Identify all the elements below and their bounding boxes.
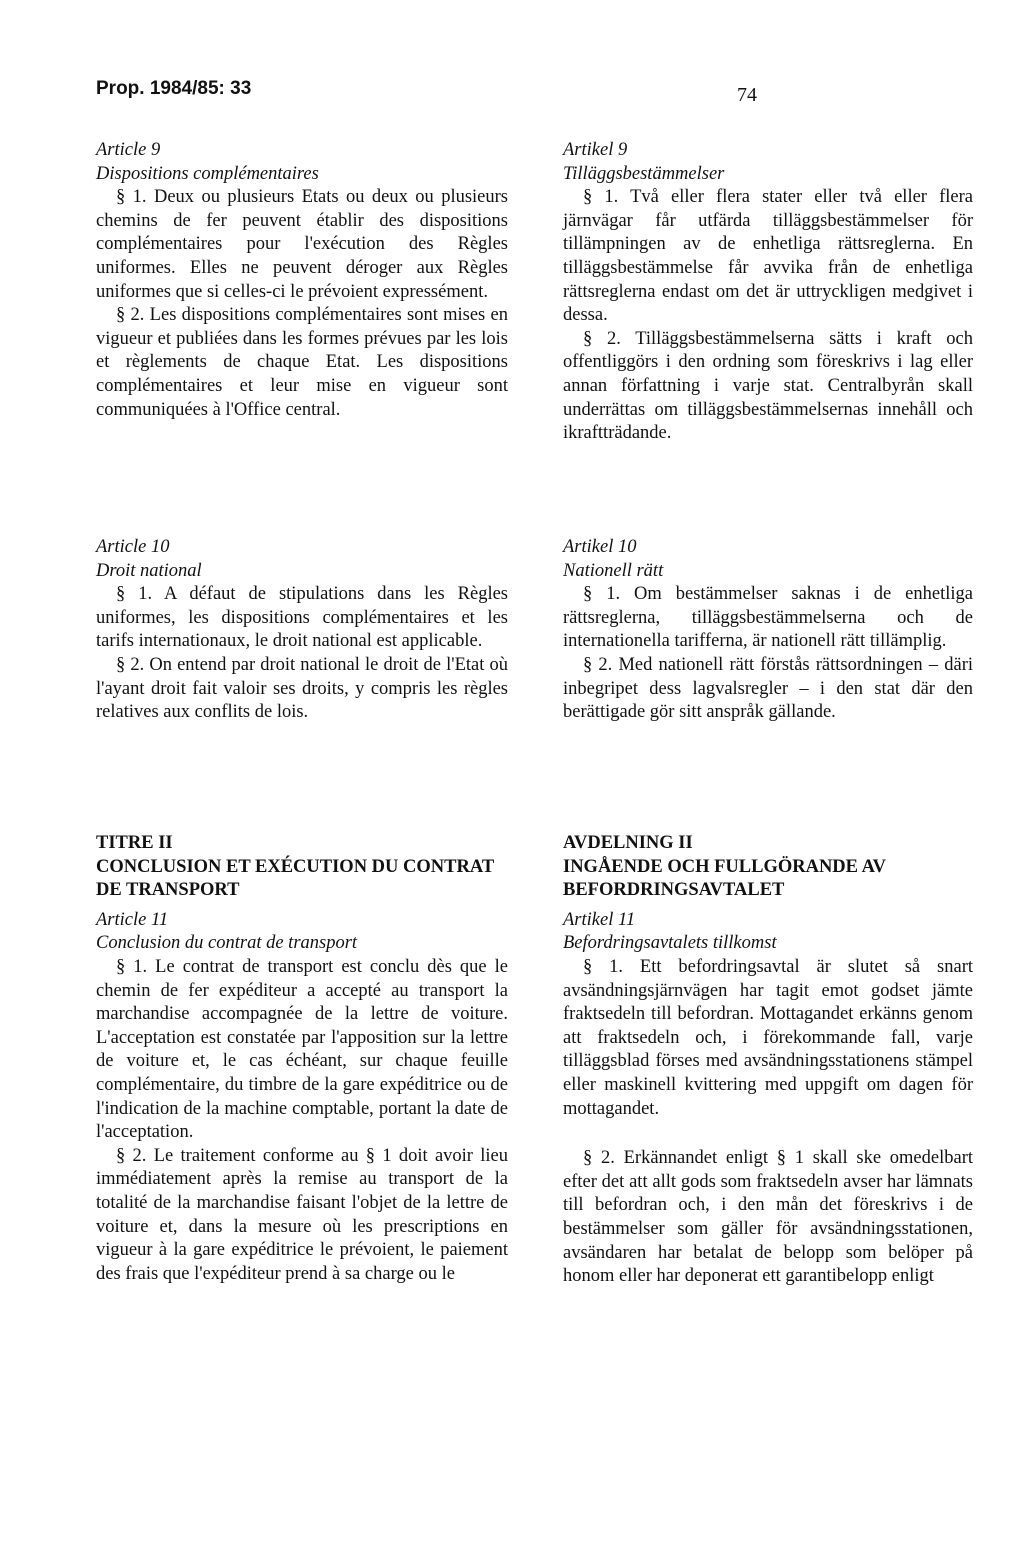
paragraph: § 2. Med nationell rätt förstås rättsordningen – däri inbegripet dess lagvalsregler – i den stat där den berättigade gör sitt anspråk gällande.: [563, 654, 973, 723]
article-number: Article 9: [96, 140, 161, 160]
paragraph: § 1. Ett befordringsavtal är slutet så snart avsändningsjärnvägen har tagit emot godset jämte fraktsedeln till befordran. Mottagandet erkänns genom att fraktsedeln och, i förekommande fall, varje tilläggsblad förses med avsändningsstationens stämpel eller maskinell kvittering med uppgift om dagen för mottagandet.: [563, 956, 973, 1119]
article-heading: Nationell rätt: [563, 560, 664, 581]
paragraph: § 2. Le traitement conforme au § 1 doit avoir lieu immédiatement après la remise au transport de la totalité de la marchandise faisant l'objet de la lettre de voiture et, dans la mesure où les prescriptions en vigueur à la gare expéditrice le prévoient, le paiement des frais que l'expéditeur prend à sa charge ou le: [96, 1145, 508, 1284]
paragraph: § 2. Tilläggsbestämmelserna sätts i kraft och offentliggörs i den ordning som föreskrivs i lag eller annan författning i varje stat. Centralbyrån skall underrättas om tilläggsbestämmelsernas innehåll och ikraftträdande.: [563, 328, 973, 444]
article-heading: Conclusion du contrat de transport: [96, 933, 358, 954]
paragraph: § 1. A défaut de stipulations dans les Règles uniformes, les dispositions complémentaires et les tarifs internationaux, le droit national est applicable.: [96, 584, 508, 652]
title-heading: INGÅENDE OCH FULLGÖRANDE AV BEFORDRINGSAVTALET: [563, 856, 886, 901]
paragraph: § 1. Deux ou plusieurs Etats ou deux ou plusieurs chemins de fer peuvent établir des dispositions complémentaires pour l'exécution des Règles uniformes. Elles ne peuvent déroger aux Règles uniformes que si celles-ci le prévoient expressément.: [96, 187, 508, 302]
article-number: Article 10: [96, 537, 170, 557]
fr-article-10: [96, 536, 508, 725]
article-number: Artikel 10: [563, 537, 637, 557]
article-heading: Droit national: [96, 560, 202, 581]
fr-title-2-section: [96, 832, 508, 1286]
article-number: Artikel 9: [563, 140, 628, 160]
title-heading: CONCLUSION ET EXÉCUTION DU CONTRAT DE TRANSPORT: [96, 856, 494, 901]
article-heading: Befordringsavtalets tillkomst: [563, 933, 777, 954]
title-number: TITRE II: [96, 833, 173, 853]
paragraph: § 2. On entend par droit national le droit de l'Etat où l'ayant droit fait valoir ses droits, y compris les règles relatives aux conflits de lois.: [96, 654, 508, 723]
document-reference: Prop. 1984/85: 33: [96, 78, 252, 99]
paragraph: § 1. Två eller flera stater eller två eller flera järnvägar får utfärda tilläggsbestämmelser för tillämpningen av de enhetliga rättsreglerna. En tilläggsbestämmelse får avvika från de enhetliga rättsreglerna endast om det är uttryckligen medgivet i dessa.: [563, 187, 973, 326]
fr-article-9: [96, 139, 508, 422]
page-number: 74: [737, 84, 757, 106]
article-number: Article 11: [96, 909, 169, 930]
article-heading: Dispositions complémentaires: [96, 163, 319, 184]
sv-title-2-section: [563, 832, 973, 1289]
article-heading: Tilläggsbestämmelser: [563, 163, 725, 184]
article-number: Artikel 11: [563, 909, 636, 930]
paragraph: § 1. Le contrat de transport est conclu dès que le chemin de fer expéditeur a accepté au transport la marchandise accompagnée de la lettre de voiture. L'acceptation est constatée par l'apposition sur la lettre de voiture et, le cas échéant, sur chaque feuille complémentaire, du timbre de la gare expéditrice ou de l'indication de la machine comptable, portant la date de l'acceptation.: [96, 956, 508, 1143]
paragraph: § 2. Les dispositions complémentaires sont mises en vigueur et publiées dans les formes prévues par les lois et règlements de chaque Etat. Les dispositions complémentaires et leur mise en vigueur sont communiquées à l'Office central.: [96, 305, 508, 420]
paragraph: § 1. Om bestämmelser saknas i de enhetliga rättsreglerna, tilläggsbestämmelserna och de internationella tarifferna, är nationell rätt tillämplig.: [563, 584, 973, 652]
title-number: AVDELNING II: [563, 833, 693, 853]
sv-article-9: [563, 139, 973, 446]
paragraph: § 2. Erkännandet enligt § 1 skall ske omedelbart efter det att allt gods som fraktsedeln avser har lämnats till befordran och, i den mån det föreskrivs i de bestämmelser som gäller för avsändningsstationen, avsändaren har betalat de belopp som belöper på honom eller har deponerat ett garantibelopp enligt: [563, 1148, 973, 1287]
sv-article-10: [563, 536, 973, 725]
